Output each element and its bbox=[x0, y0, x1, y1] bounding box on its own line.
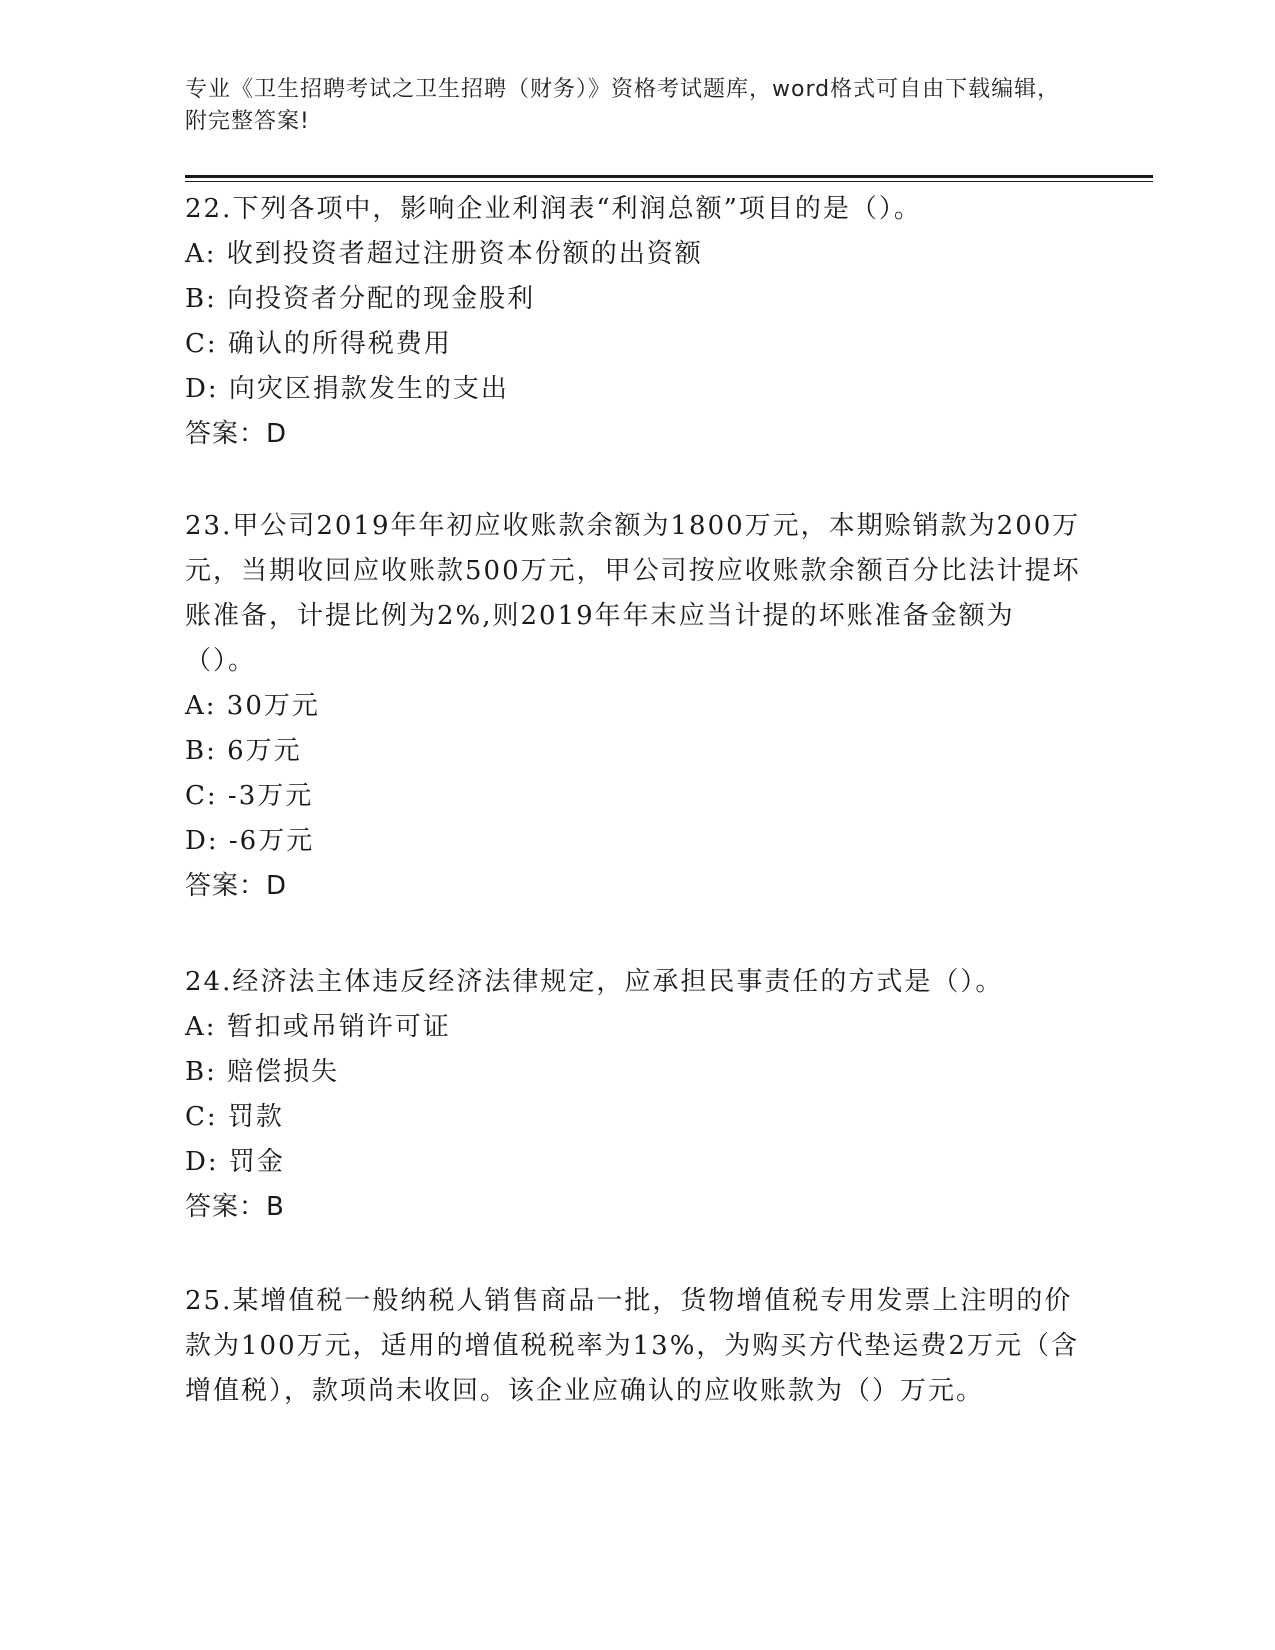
answer-line: 答案：D bbox=[185, 419, 288, 449]
question-stem: 25.某增值税一般纳税人销售商品一批，货物增值税专用发票上注明的价款为100万元，适用的增值税税率为13%，为购买方代垫运费2万元（含增值税），款项尚未收回。该企业应确认的应收账款为（）万元。 bbox=[185, 1286, 1079, 1406]
question-23 bbox=[185, 504, 1085, 909]
option-a: A: 收到投资者超过注册资本份额的出资额 bbox=[185, 239, 703, 269]
option-c: C: 确认的所得税费用 bbox=[185, 329, 452, 359]
option-c: C: -3万元 bbox=[185, 781, 314, 811]
header-note: 专业《卫生招聘考试之卫生招聘（财务）》资格考试题库，word格式可自由下载编辑，附完整答案! bbox=[185, 77, 1061, 134]
option-c: C: 罚款 bbox=[185, 1102, 284, 1132]
question-24 bbox=[185, 960, 1085, 1230]
option-a: A: 30万元 bbox=[185, 691, 320, 721]
question-22 bbox=[185, 187, 1085, 457]
question-stem: 24.经济法主体违反经济法律规定，应承担民事责任的方式是（）。 bbox=[185, 967, 1004, 997]
header-divider-thin bbox=[185, 181, 1153, 182]
option-b: B: 向投资者分配的现金股利 bbox=[185, 284, 536, 314]
question-stem: 22.下列各项中，影响企业利润表“利润总额”项目的是（）。 bbox=[185, 194, 922, 224]
option-d: D: -6万元 bbox=[185, 826, 315, 856]
header-divider-thick bbox=[185, 175, 1153, 178]
answer-line: 答案：B bbox=[185, 1192, 285, 1222]
option-d: D: 向灾区捐款发生的支出 bbox=[185, 374, 509, 404]
option-a: A: 暂扣或吊销许可证 bbox=[185, 1012, 451, 1042]
option-b: B: 赔偿损失 bbox=[185, 1057, 340, 1087]
option-b: B: 6万元 bbox=[185, 736, 302, 766]
question-stem: 23.甲公司2019年年初应收账款余额为1800万元，本期赊销款为200万元，当期收回应收账款500万元，甲公司按应收账款余额百分比法计提坏账准备，计提比例为2%,则2019年年末应当计提的坏账准备金额为（）。 bbox=[185, 511, 1081, 676]
answer-line: 答案：D bbox=[185, 871, 288, 901]
option-d: D: 罚金 bbox=[185, 1147, 285, 1177]
question-25 bbox=[185, 1279, 1085, 1414]
